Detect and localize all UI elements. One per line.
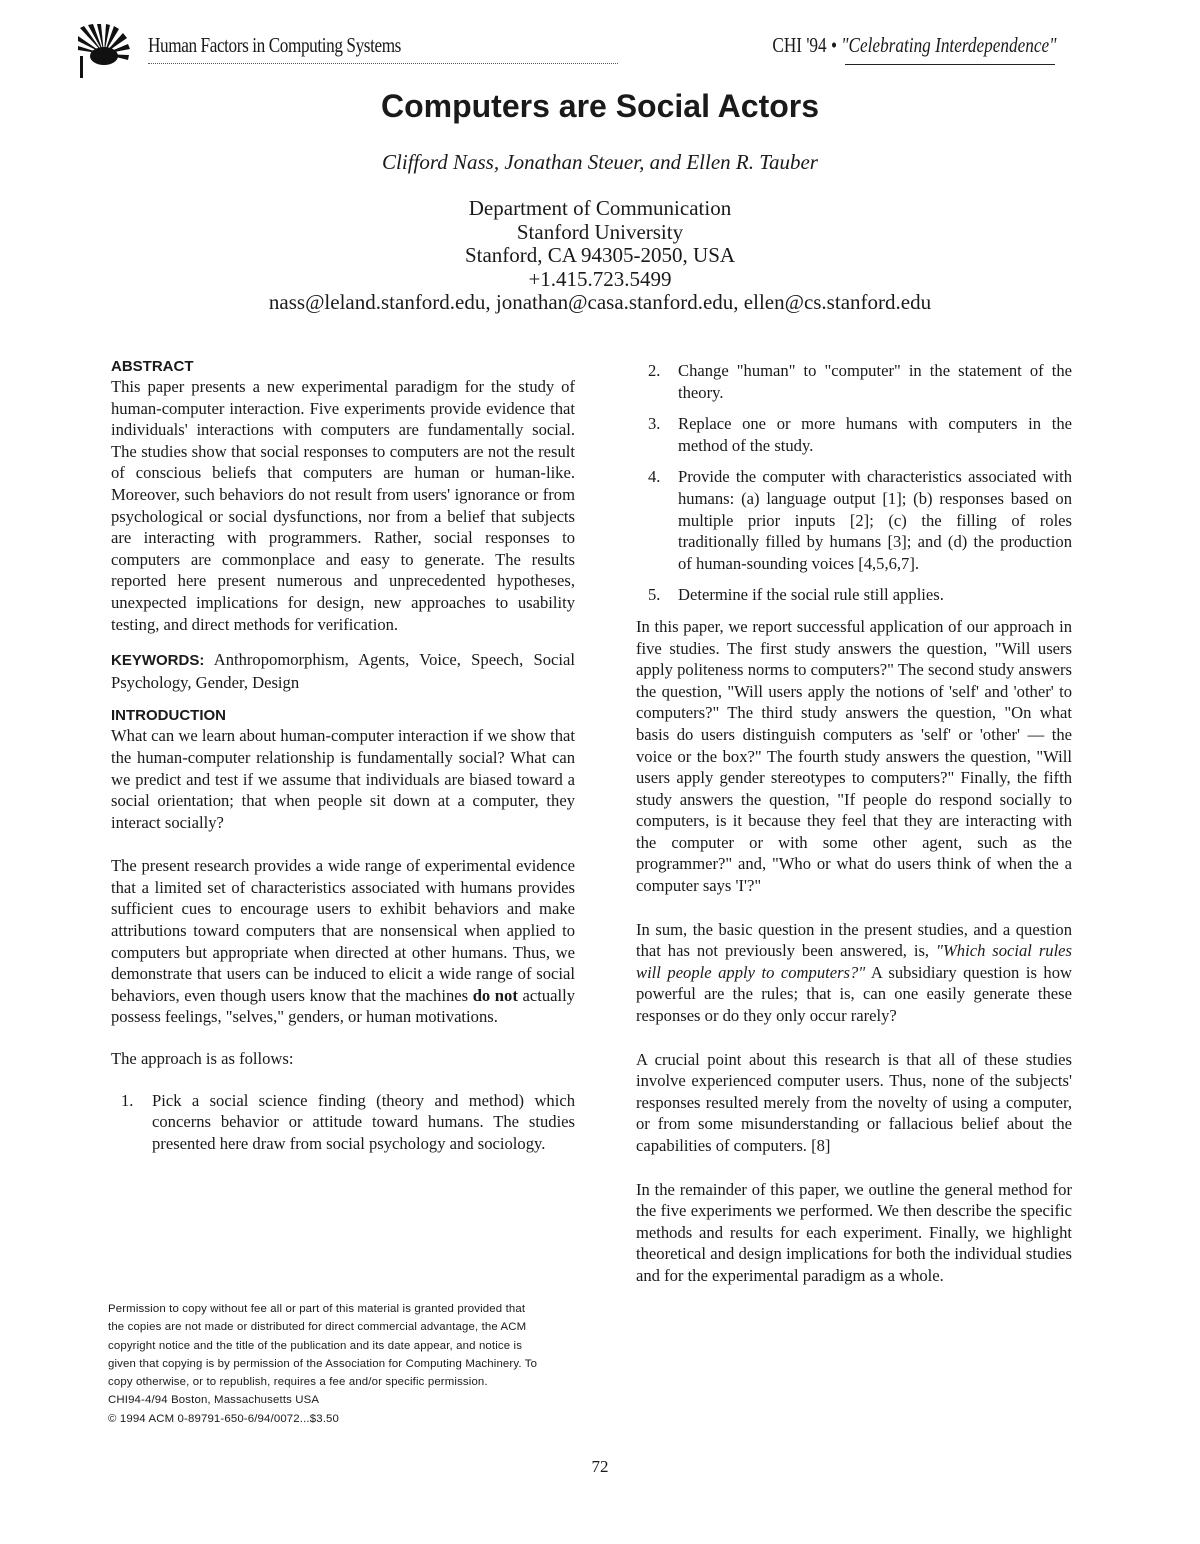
emphasis-do-not: do not <box>472 985 518 1005</box>
list-item: 1. Pick a social science finding (theory and method) which concerns behavior or attitude toward humans. The studies presented here draw from social psychology and sociology. <box>121 1090 575 1153</box>
left-column <box>111 358 575 1164</box>
research-question: "Which social rules will people apply to computers?" <box>636 941 1073 982</box>
list-item: 4. Provide the computer with characteristics associated with humans: (a) language output [1]; (b) responses based on multiple prior inputs [2]; (c) the filling of roles traditionally filled by humans [3]; and (d) the production of human-sounding voices [4,5,6,7]. <box>648 467 1072 573</box>
abstract-heading: ABSTRACT <box>111 358 194 375</box>
right-column <box>636 360 1072 1287</box>
acm-copyright: © 1994 ACM 0-89791-650-6/94/0072...$3.50 <box>108 1412 339 1425</box>
paper-authors: Clifford Nass, Jonathan Steuer, and Ellen R. Tauber <box>382 150 818 174</box>
emails: nass@leland.stanford.edu, jonathan@casa.stanford.edu, ellen@cs.stanford.edu <box>268 290 932 314</box>
header-separator: • <box>830 33 837 57</box>
keywords-label: KEYWORDS: <box>111 652 205 670</box>
running-header-left: Human Factors in Computing Systems <box>148 33 401 57</box>
conference-name: CHI '94 <box>771 33 827 57</box>
chi-sunburst-logo-icon <box>78 24 130 72</box>
page-number: 72 <box>591 1457 609 1476</box>
logo-bar <box>80 56 83 78</box>
keywords-text: Anthropomorphism, Agents, Voice, Speech, Social Psychology, Gender, Design <box>111 650 576 692</box>
address: Stanford, CA 94305-2050, USA <box>464 243 736 267</box>
copyright-notice <box>108 1300 544 1428</box>
phone: +1.415.723.5499 <box>528 266 672 291</box>
keywords <box>111 649 575 693</box>
body-paragraph: In the remainder of this paper, we outline the general method for the five experiments we performed. We then describe the specific methods and results for each experiment. Finally, we highlight theoretical and design implications for both the individual studies and for the experimental paradigm as a whole. <box>636 1179 1072 1285</box>
running-header-right <box>772 33 1056 58</box>
body-paragraph: A crucial point about this research is that all of these studies involve experienced computer users. Thus, none of the subjects' responses resulted merely from the novelty of using a computer, or from some misunderstanding or fallacious belief about the capabilities of computers. [8] <box>636 1049 1072 1155</box>
department: Department of Communication <box>468 196 732 220</box>
paper-title: Computers are Social Actors <box>380 88 820 124</box>
list-item: 5. Determine if the social rule still applies. <box>648 585 944 605</box>
approach-list-continued <box>636 360 1072 606</box>
permission-text: Permission to copy without fee all or part of this material is granted provided that the copies are not made or distributed for direct commercial advantage, the ACM copyright notice and the title of the publication and its date appear, and notice is given that copying is by permission of the Association for Computing Machinery. To copy otherwise, or to republish, requires a fee and/or specific permission. <box>108 1303 538 1389</box>
university: Stanford University <box>516 219 684 244</box>
author-affiliation <box>0 197 1200 315</box>
body-paragraph: In this paper, we report successful application of our approach in five studies. The first study answers the question, "Will users apply politeness norms to computers?" The second study answers the question, "Will users apply the notions of 'self' and 'other' to computers?" The third study answers the question, "On what basis do users distinguish computers as 'self' or 'other' — the voice or the box?" The fourth study answers the question, "Will users apply gender stereotypes to computers?" Finally, the fifth study answers the question, "If people do respond socially to computers, is it because they feel that they are interacting with the computer or with some other agent, such as the programmer?" and, "Who or what do users think of when the a computer says 'I'?" <box>636 616 1072 896</box>
intro-paragraph-3: The approach is as follows: <box>111 1049 294 1069</box>
body-paragraph: In sum, the basic question in the present studies, and a question that has not previously been answered, is, "Which social rules will people apply to computers?" A subsidiary question is how powerful are the rules; that is, can one easily generate these responses or do they only occur rarely? <box>636 919 1073 1026</box>
header-rule-right <box>845 64 1055 65</box>
header-rule-left <box>148 63 618 64</box>
list-item: 3. Replace one or more humans with computers in the method of the study. <box>648 414 1072 455</box>
introduction-heading: INTRODUCTION <box>111 707 226 725</box>
intro-paragraph-1: What can we learn about human-computer interaction if we show that the human-computer relationship is fundamentally social? What can we predict and test if we assume that individuals are biased toward a social orientation; that when people sit down at a computer, they interact socially? <box>111 726 575 832</box>
abstract-text: This paper presents a new experimental paradigm for the study of human-computer interaction. Five experiments provide evidence that individuals' interactions with computers are fundamentally social. The studies show that social responses to computers are not the result of conscious beliefs that computers are human or human-like. Moreover, such behaviors do not result from users' ignorance or from psychological or social dysfunctions, nor from a belief that subjects are interacting with programmers. Rather, social responses to computers are commonplace and easy to generate. The results reported here present numerous and unprecedented hypotheses, unexpected implications for design, new approaches to usability testing, and direct methods for verification. <box>111 377 575 634</box>
conference-tagline: "Celebrating Interdependence" <box>840 33 1056 57</box>
conference-venue: CHI94-4/94 Boston, Massachusetts USA <box>108 1394 320 1407</box>
list-item: 2. Change "human" to "computer" in the statement of the theory. <box>648 361 1072 402</box>
approach-list <box>111 1090 575 1155</box>
intro-paragraph-2: The present research provides a wide range of experimental evidence that a limited set of characteristics associated with humans provides sufficient cues to encourage users to exhibit behaviors and make attributions toward computers that are nonsensical when applied to computers but appropriate when directed at other humans. Thus, we demonstrate that users can be induced to elicit a wide range of social behaviors, even though users know that the machines do not actually possess feelings, "selves," genders, or human motivations. <box>111 856 576 1027</box>
